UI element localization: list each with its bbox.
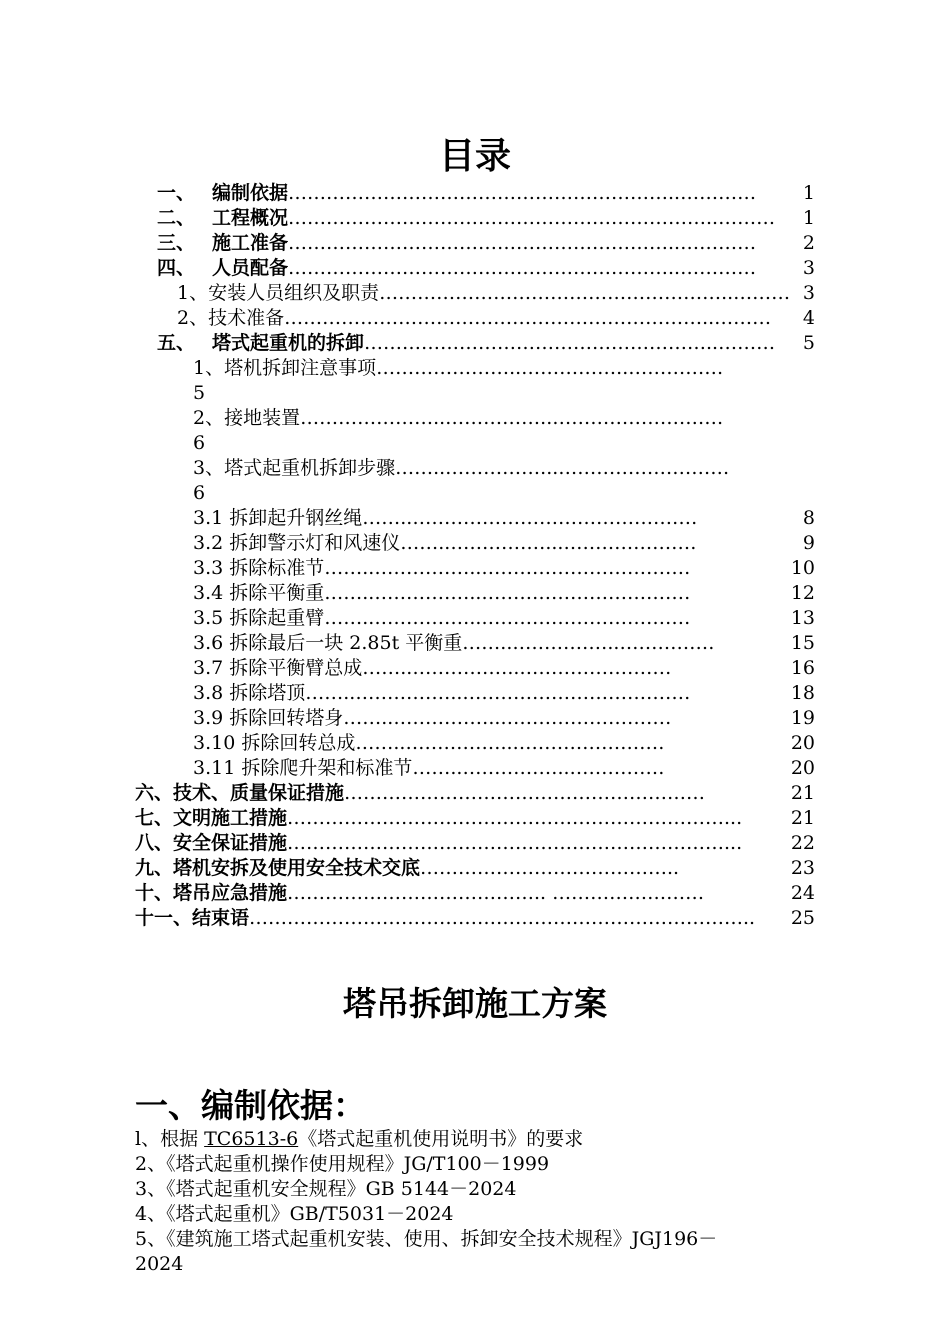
toc-page: 12 (790, 582, 815, 604)
toc-num: 五、 (157, 332, 196, 354)
toc-num: 四、 (157, 257, 196, 279)
toc-entry-7[interactable] (135, 806, 815, 831)
reference-item-2 (135, 1152, 549, 1177)
reference-prefix: l、根据 (135, 1128, 205, 1150)
toc-entry-4[interactable] (157, 256, 815, 281)
toc-page: 3 (802, 257, 815, 279)
toc-entry-3[interactable] (157, 231, 815, 256)
toc-leader: ……..……………..……………………………… (305, 682, 691, 704)
reference-item-4 (135, 1202, 454, 1227)
toc-label: 3.9 拆除回转塔身 (193, 707, 344, 729)
toc-label: 3.2 拆卸警示灯和风速仪 (193, 532, 401, 554)
toc-label: 3.8 拆除塔顶 (193, 682, 306, 704)
reference-item-1 (135, 1127, 583, 1152)
toc-label: 3、塔式起重机拆卸步骤 (193, 457, 396, 479)
toc-label: 1、安装人员组织及职责 (177, 282, 380, 304)
toc-leader: …………………………………………………………………….. (249, 907, 756, 929)
toc-leader: ……..……………………………………… (362, 507, 698, 529)
toc-label: 3.1 拆卸起升钢丝绳 (193, 507, 363, 529)
toc-page: 13 (790, 607, 815, 629)
toc-num: 三、 (157, 232, 196, 254)
toc-page: 15 (790, 632, 815, 654)
toc-page: 4 (802, 307, 815, 329)
toc-page: 24 (790, 882, 815, 904)
toc-title: 目录 (438, 135, 511, 177)
toc-leader: ……..……………..…………… (462, 632, 715, 654)
toc-label: 十一、结束语 (135, 907, 250, 929)
section-heading: 一、编制依据： (135, 1086, 366, 1125)
toc-page: 6 (193, 482, 206, 504)
toc-leader: …………………..……………..……………………… (300, 407, 724, 429)
toc-label: 塔式起重机的拆卸 (212, 332, 365, 354)
toc-leader: ……..……………..…………… (412, 757, 665, 779)
toc-entry-4-1[interactable] (177, 281, 815, 306)
toc-label: 3.5 拆除起重臂 (193, 607, 325, 629)
toc-label: 六、技术、质量保证措施 (135, 782, 345, 804)
reference-text: 5、《建筑施工塔式起重机安装、使用、拆卸安全技术规程》JGJ196－ (135, 1228, 718, 1250)
toc-entry-3-9[interactable] (193, 706, 815, 731)
toc-leader: ……..……………..……………………… (343, 707, 672, 729)
toc-entry-6[interactable] (135, 781, 815, 806)
toc-page: 10 (790, 557, 815, 579)
reference-text: 2024 (135, 1253, 184, 1275)
toc-entry-5[interactable] (157, 331, 815, 356)
toc-leader: …………………………………………………………..……… (288, 207, 776, 229)
toc-leader: ……..……………..…………………… (355, 732, 665, 754)
toc-entry-1[interactable] (157, 181, 815, 206)
toc-page: 9 (802, 532, 815, 554)
toc-page: 2 (802, 232, 815, 254)
toc-label: 3.3 拆除标准节 (193, 557, 325, 579)
toc-label: 十、塔吊应急措施 (135, 882, 288, 904)
toc-page: 22 (790, 832, 815, 854)
toc-entry-4-2[interactable] (177, 306, 815, 331)
reference-text: 《塔式起重机使用说明书》的要求 (298, 1128, 584, 1150)
toc-leader: ……..……………..…………………………… (324, 557, 691, 579)
toc-label: 3.6 拆除最后一块 2.85t 平衡重 (193, 632, 463, 654)
toc-label: 3.4 拆除平衡重 (193, 582, 325, 604)
toc-leader: ………………………………………………..……… (379, 282, 791, 304)
toc-page: 8 (802, 507, 815, 529)
toc-label: 3.7 拆除平衡臂总成 (193, 657, 363, 679)
toc-entry-3-6[interactable] (193, 631, 815, 656)
toc-page: 20 (790, 732, 815, 754)
toc-leader: ………………………………………………..……… (364, 332, 776, 354)
toc-leader: ……………………………………………………..………… (288, 232, 757, 254)
toc-entry-10[interactable] (135, 881, 815, 906)
reference-item-5 (135, 1227, 717, 1252)
toc-page: 19 (790, 707, 815, 729)
toc-entry-3-4[interactable] (193, 581, 815, 606)
toc-leader: …………………..……………..…………… (376, 357, 724, 379)
toc-page: 5 (193, 382, 206, 404)
toc-entry-3-7[interactable] (193, 656, 815, 681)
toc-leader: ……………………………………………………………... (287, 807, 743, 829)
toc-page: 18 (790, 682, 815, 704)
toc-label: 八、安全保证措施 (135, 832, 288, 854)
toc-entry-3-3[interactable] (193, 556, 815, 581)
toc-entry-3-10[interactable] (193, 731, 815, 756)
toc-entry-5-1[interactable] (193, 356, 815, 381)
toc-leader: ……..……………...……………………… (395, 457, 730, 479)
toc-label: 工程概况 (212, 207, 289, 229)
toc-entry-11[interactable] (135, 906, 815, 931)
toc-label: 2、技术准备 (177, 307, 285, 329)
toc-entry-3-11[interactable] (193, 756, 815, 781)
toc-leader: ……………………………………………………………... (287, 832, 743, 854)
toc-label: 2、接地装置 (193, 407, 301, 429)
toc-page: 23 (790, 857, 815, 879)
toc-page: 20 (790, 757, 815, 779)
toc-leader: ……..……………..…………………………… (324, 582, 691, 604)
toc-label: 1、塔机拆卸注意事项 (193, 357, 377, 379)
toc-leader: ……..……………..…………………………… (324, 607, 691, 629)
toc-entry-8[interactable] (135, 831, 815, 856)
toc-leader: ………………………………………………… (344, 782, 706, 804)
reference-item-5-cont (135, 1252, 183, 1277)
toc-entry-5-3[interactable] (193, 456, 815, 481)
toc-page: 21 (790, 807, 815, 829)
toc-page: 25 (790, 907, 815, 929)
toc-leader: ……………………………………………………..………… (288, 182, 757, 204)
toc-page: 21 (790, 782, 815, 804)
toc-page: 5 (802, 332, 815, 354)
reference-text: 3、《塔式起重机安全规程》GB 5144－2024 (135, 1178, 517, 1200)
toc-leader: ……..……………...………………… (400, 532, 697, 554)
toc-label: 九、塔机安拆及使用安全技术交底 (135, 857, 421, 879)
reference-text: 4、《塔式起重机》GB/T5031－2024 (135, 1203, 454, 1225)
toc-entry-3-8[interactable] (193, 681, 815, 706)
toc-page: 16 (790, 657, 815, 679)
toc-entry-3-5[interactable] (193, 606, 815, 631)
toc-page: 1 (802, 207, 815, 229)
toc-page: 1 (802, 182, 815, 204)
toc-label: 施工准备 (212, 232, 289, 254)
toc-num: 一、 (157, 182, 196, 204)
toc-leader: ……………………………………………………..………… (288, 257, 757, 279)
toc-entry-3-2[interactable] (193, 531, 815, 556)
toc-leader: ………………………………….. …………………… (287, 882, 705, 904)
toc-entry-3-1[interactable] (193, 506, 815, 531)
toc-label: 编制依据 (212, 182, 289, 204)
toc-entry-9[interactable] (135, 856, 815, 881)
toc-leader: …………………………………………………………..……… (284, 307, 772, 329)
toc-page: 3 (802, 282, 815, 304)
toc-page: 6 (193, 432, 206, 454)
reference-text: 2、《塔式起重机操作使用规程》JG/T100－1999 (135, 1153, 550, 1175)
toc-label: 七、文明施工措施 (135, 807, 288, 829)
toc-label: 人员配备 (212, 257, 289, 279)
reference-link[interactable]: TC6513-6 (204, 1128, 299, 1150)
toc-label: 3.10 拆除回转总成 (193, 732, 356, 754)
toc-leader: ……..……………..…………………… (362, 657, 672, 679)
document-title: 塔吊拆卸施工方案 (343, 984, 607, 1023)
toc-entry-5-2[interactable] (193, 406, 815, 431)
toc-entry-2[interactable] (157, 206, 815, 231)
toc-label: 3.11 拆除爬升架和标准节 (193, 757, 413, 779)
toc-num: 二、 (157, 207, 196, 229)
reference-item-3 (135, 1177, 516, 1202)
toc-leader: ………………………………….. (420, 857, 680, 879)
